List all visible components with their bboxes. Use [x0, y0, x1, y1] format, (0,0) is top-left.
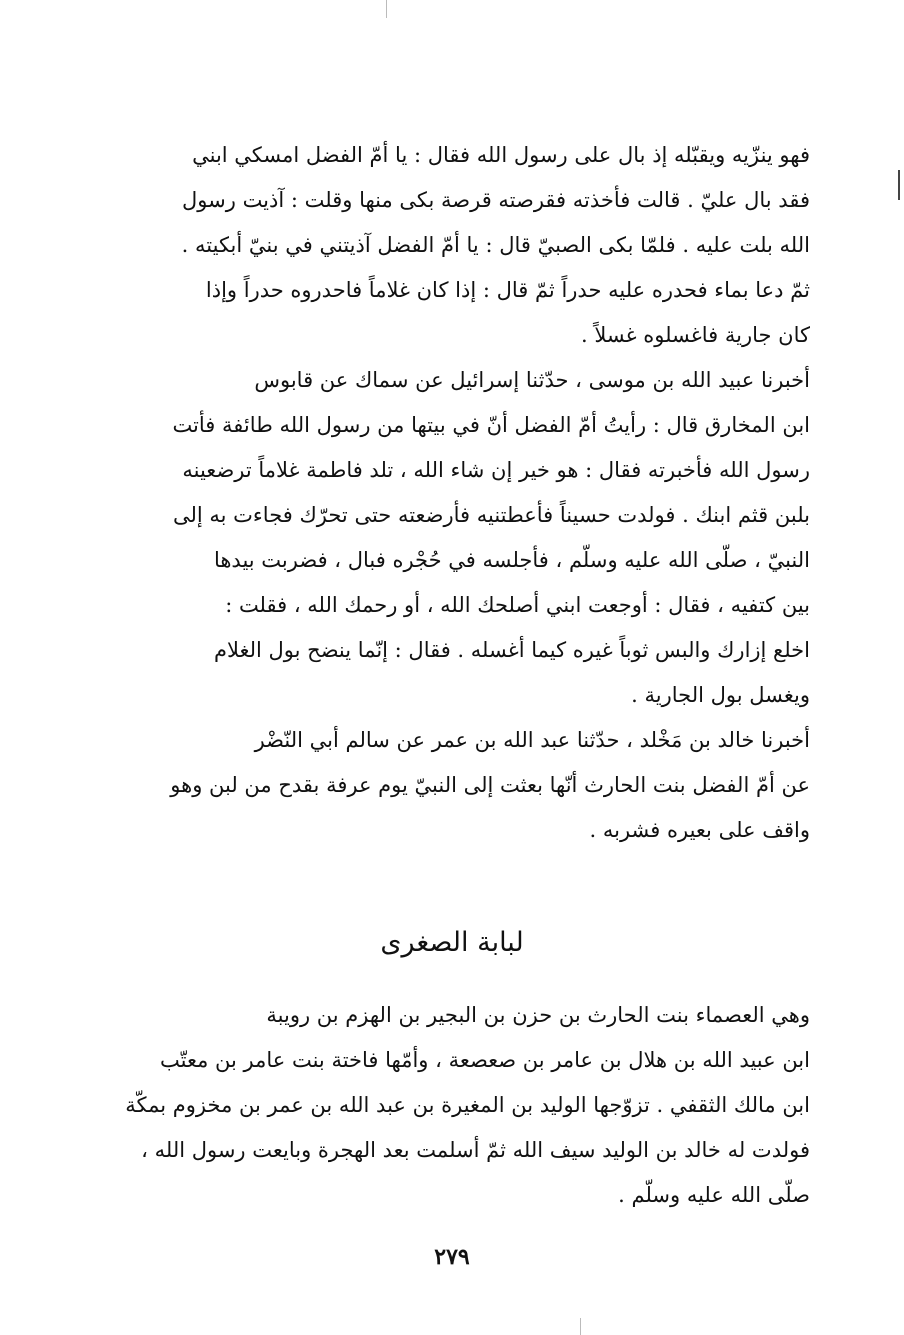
text-line: عن أمّ الفضل بنت الحارث أنّها بعثت إلى النبيّ يوم عرفة بقدح من لبن وهو: [170, 773, 810, 797]
text-line: أخبرنا خالد بن مَخْلد ، حدّثنا عبد الله بن عمر عن سالم أبي النّضْر: [254, 728, 810, 752]
text-line: اخلع إزارك والبس ثوباً غيره كيما أغسله . فقال : إنّما ينضح بول الغلام: [213, 638, 810, 662]
text-line: النبيّ ، صلّى الله عليه وسلّم ، فأجلسه في حُجْره فبال ، فضربت بيدها: [213, 548, 810, 572]
paragraph-4: [90, 993, 810, 1218]
text-line: رسول الله فأخبرته فقال : هو خير إن شاء الله ، تلد فاطمة غلاماً ترضعينه: [182, 458, 810, 482]
scan-mark-right: [898, 170, 900, 200]
text-line: بين كتفيه ، فقال : أوجعت ابني أصلحك الله ، أو رحمك الله ، فقلت :: [225, 593, 810, 617]
paragraph-1: [90, 133, 810, 358]
text-line: واقف على بعيره فشربه .: [589, 818, 810, 842]
text-line: بلبن قثم ابنك . فولدت حسيناً فأعطتنيه فأرضعته حتى تحرّك فجاءت به إلى: [172, 503, 810, 527]
text-line: الله بلت عليه . فلمّا بكى الصبيّ قال : يا أمّ الفضل آذيتني في بنيّ أبكيته .: [181, 233, 810, 257]
paragraph-3: [90, 718, 810, 853]
text-line: فهو ينزّيه ويقبّله إذ بال على رسول الله فقال : يا أمّ الفضل امسكي ابني: [192, 143, 810, 167]
text-line: أخبرنا عبيد الله بن موسى ، حدّثنا إسرائيل عن سماك عن قابوس: [254, 368, 810, 392]
scan-mark-bottom: [580, 1318, 581, 1335]
scan-mark-top: [386, 0, 387, 18]
paragraph-2: [90, 358, 810, 718]
text-line: ابن المخارق قال : رأيتُ أمّ الفضل أنّ في بيتها من رسول الله طائفة فأتت: [172, 413, 810, 437]
text-line: ابن عبيد الله بن هلال بن عامر بن صعصعة ، وأمّها فاختة بنت عامر بن معتّب: [160, 1048, 810, 1072]
text-line: ويغسل بول الجارية .: [631, 683, 810, 707]
text-line: فقد بال عليّ . قالت فأخذته فقرصته قرصة بكى منها وقلت : آذيت رسول: [182, 188, 810, 212]
text-line: كان جارية فاغسلوه غسلاً .: [580, 323, 810, 347]
section-heading: لبابة الصغرى: [380, 927, 524, 958]
page-number: ٢٧٩: [434, 1244, 470, 1270]
text-line: صلّى الله عليه وسلّم .: [618, 1183, 810, 1207]
text-line: ثمّ دعا بماء فحدره عليه حدراً ثمّ قال : إذا كان غلاماً فاحدروه حدراً وإذا: [205, 278, 810, 302]
text-line: ابن مالك الثقفي . تزوّجها الوليد بن المغيرة بن عبد الله بن عمر بن مخزوم بمكّة: [125, 1093, 810, 1117]
text-line: فولدت له خالد بن الوليد سيف الله ثمّ أسلمت بعد الهجرة وبايعت رسول الله ،: [141, 1138, 810, 1162]
text-line: وهي العصماء بنت الحارث بن حزن بن البجير بن الهزم بن رويبة: [266, 1003, 810, 1027]
